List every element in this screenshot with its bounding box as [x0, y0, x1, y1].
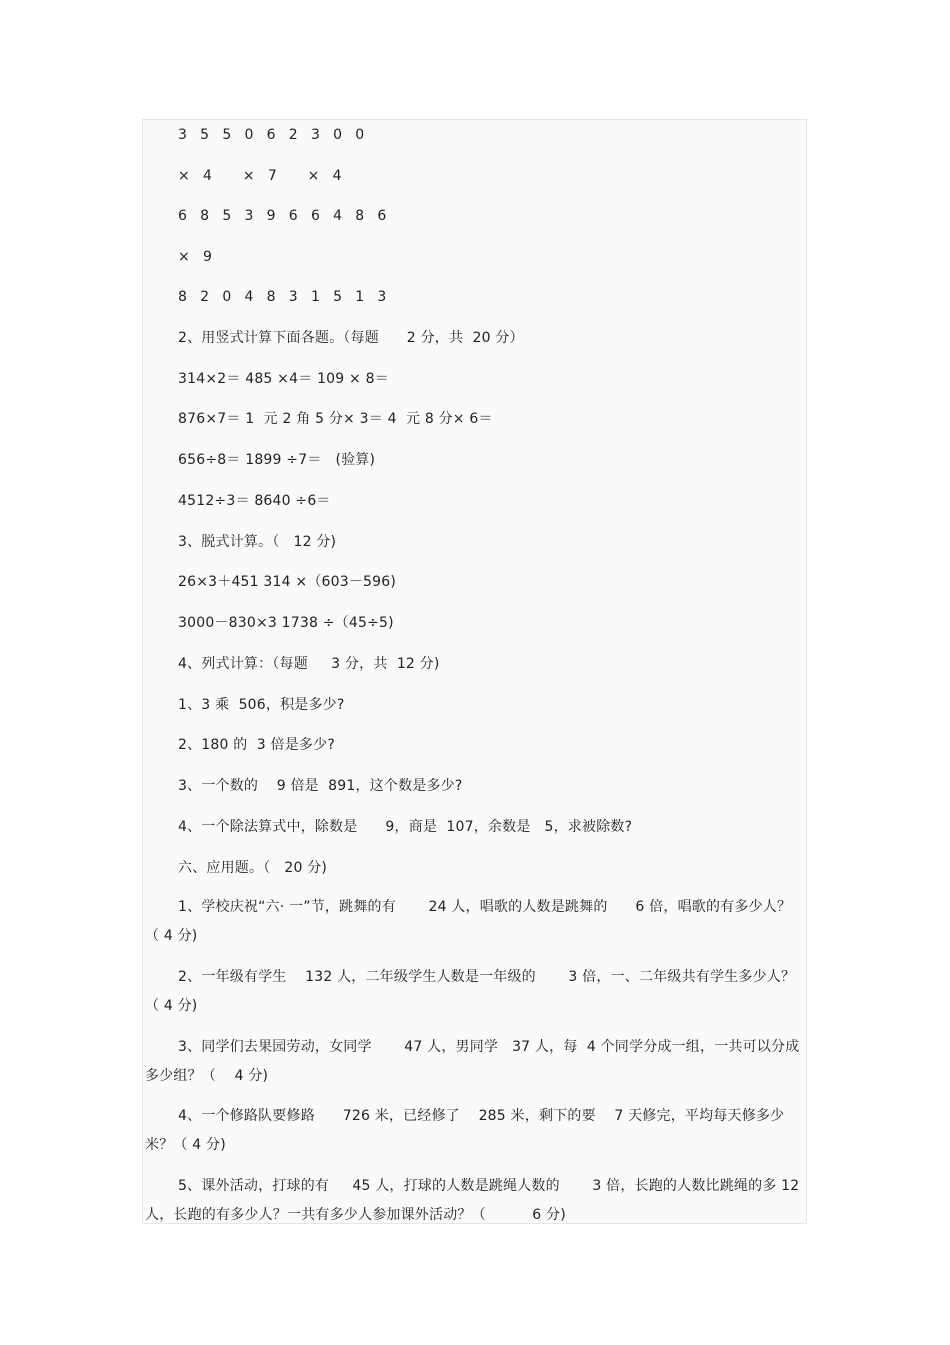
number-row-1: 3 5 5 0 6 2 3 0 0	[178, 127, 369, 143]
word-problem: 4、一个修路队要修路 726 米，已经修了 285 米，剩下的要 7 天修完，平均每天修多少米？（ 4 分)	[145, 1108, 785, 1153]
word-problem: 3、同学们去果园劳动，女同学 47 人，男同学 37 人，每 4 个同学分成一组，一共可以分成多少组？（ 4 分)	[145, 1039, 800, 1084]
document-page	[142, 119, 807, 1224]
question-line: 1、3 乘 506，积是多少?	[178, 697, 345, 713]
problem-line: 656÷8＝ 1899 ÷7＝ (验算)	[178, 452, 376, 468]
problem-line: 4512÷3＝ 8640 ÷6＝	[178, 493, 331, 509]
section-4-heading: 4、列式计算：（每题 3 分，共 12 分)	[178, 656, 440, 672]
question-line: 4、一个除法算式中，除数是 9，商是 107，余数是 5，求被除数?	[178, 819, 633, 835]
word-problem: 2、一年级有学生 132 人，二年级学生人数是一年级的 3 倍，一、二年级共有学生多少人？（ 4 分)	[145, 969, 796, 1014]
section-2-heading: 2、用竖式计算下面各题。（每题 2 分，共 20 分）	[178, 330, 524, 346]
question-line: 2、180 的 3 倍是多少?	[178, 737, 335, 753]
section-3-heading: 3、脱式计算。（ 12 分)	[178, 534, 337, 550]
multiplier-row-1: × 4 × 7 × 4	[178, 168, 346, 184]
problem-line: 876×7＝ 1 元 2 角 5 分× 3＝ 4 元 8 分× 6＝	[178, 411, 493, 427]
word-problem: 5、课外活动，打球的有 45 人，打球的人数是跳绳人数的 3 倍，长跑的人数比跳绳的多 12 人，长跑的有多少人？一共有多少人参加课外活动？（ 6 分)	[145, 1178, 805, 1223]
problem-line: 3000－830×3 1738 ÷（45÷5)	[178, 615, 394, 631]
number-row-2: 6 8 5 3 9 6 6 4 8 6	[178, 208, 391, 224]
section-6-heading: 六、应用题。（ 20 分)	[178, 860, 328, 876]
problem-line: 314×2＝ 485 ×4＝ 109 × 8＝	[178, 371, 389, 387]
question-line: 3、一个数的 9 倍是 891，这个数是多少?	[178, 778, 463, 794]
word-problem: 1、学校庆祝“六· 一”节，跳舞的有 24 人，唱歌的人数是跳舞的 6 倍，唱歌的有多少人？（ 4 分)	[145, 899, 792, 944]
multiplier-row-2: × 9	[178, 249, 217, 265]
number-row-3: 8 2 0 4 8 3 1 5 1 3	[178, 289, 391, 305]
problem-line: 26×3＋451 314 ×（603－596)	[178, 574, 397, 590]
